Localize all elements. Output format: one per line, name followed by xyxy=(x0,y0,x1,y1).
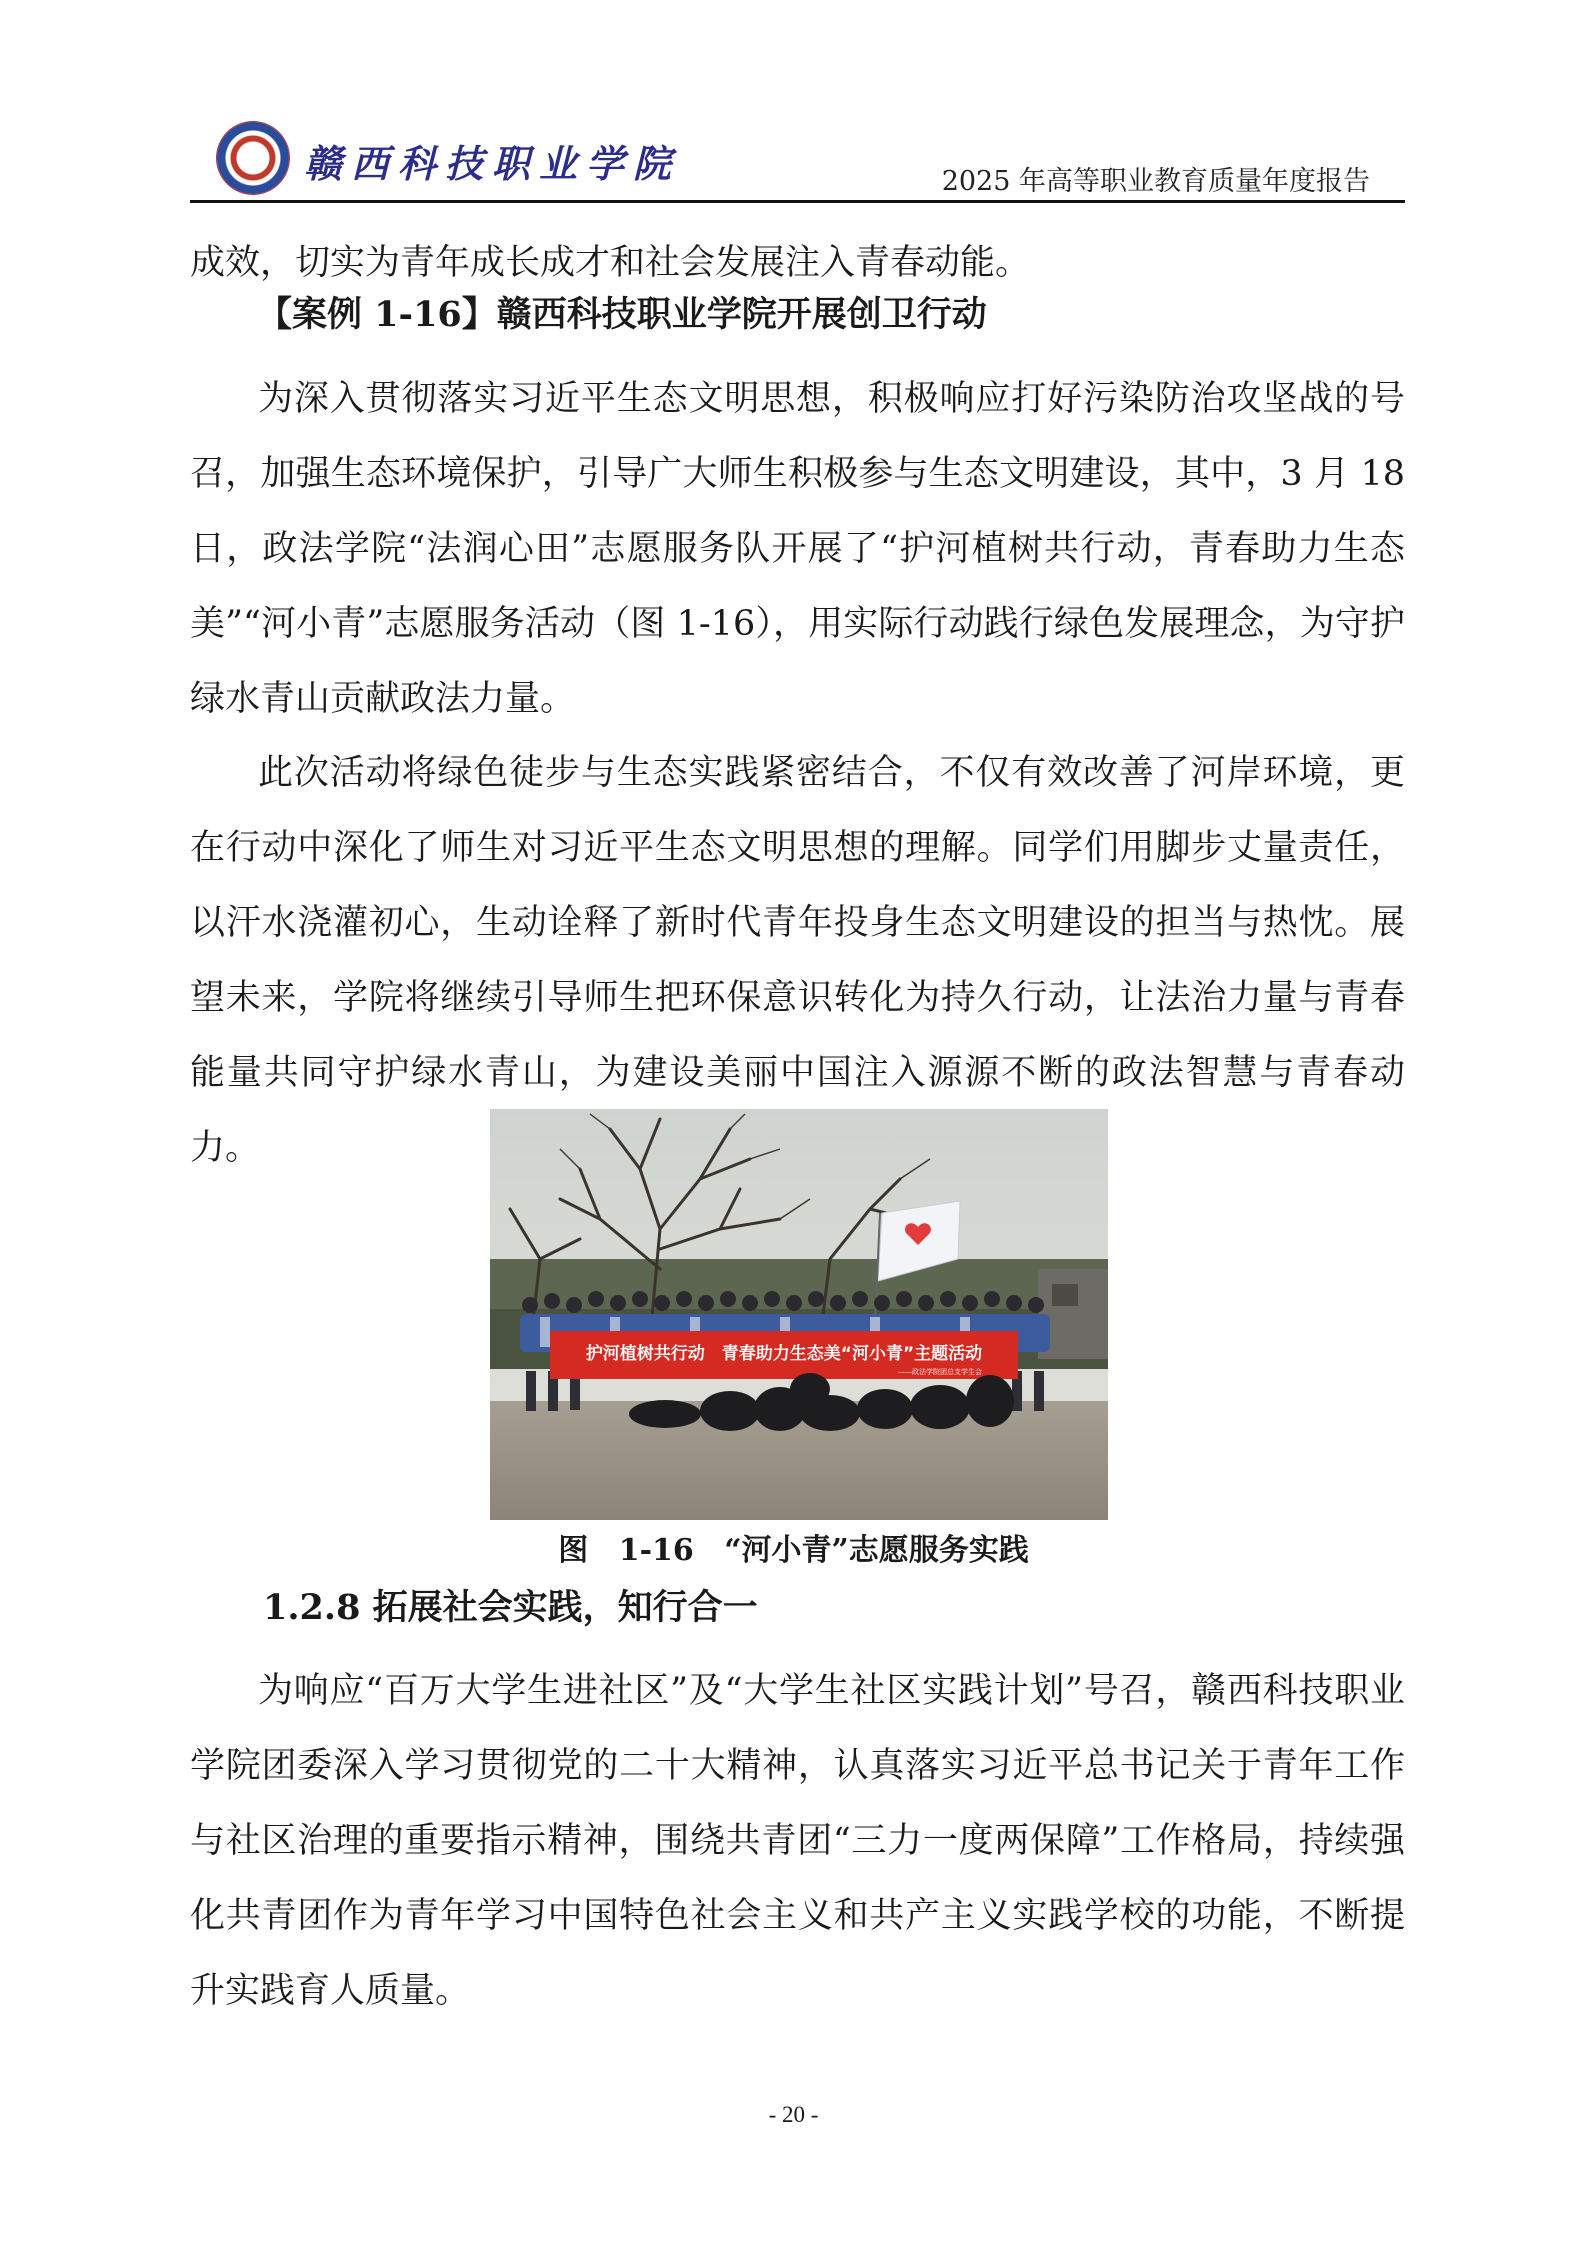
volunteer-group-photo xyxy=(490,1109,1108,1520)
caption-text: “河小青”志愿服务实践 xyxy=(724,1533,1029,1568)
paragraph-social-practice: 为响应“百万大学生进社区”及“大学生社区实践计划”号召，赣西科技职业学院团委深入学习贯彻党的二十大精神，认真落实习近平总书记关于青年工作与社区治理的重要指示精神，围绕共青团“三力一度两保障”工作格局，持续强化共青团作为青年学习中国特色社会主义和共产主义实践学校的功能，不断提升实践育人质量。 xyxy=(190,1671,1405,2011)
banner-subtext: ——政法学院团总支学生会 xyxy=(898,1368,982,1376)
school-logo xyxy=(217,122,289,194)
paragraph-continuation: 成效，切实为青年成长成才和社会发展注入青春动能。 xyxy=(190,243,1031,283)
school-name-logotype: 赣西科技职业学院 xyxy=(304,141,681,186)
paragraph-case-outcome: 此次活动将绿色徒步与生态实践紧密结合，不仅有效改善了河岸环境，更在行动中深化了师生对习近平生态文明思想的理解。同学们用脚步丈量责任，以汗水浇灌初心，生动诠释了新时代青年投身生态文明建设的担当与热忱。展望未来，学院将继续引导师生把环保意识转化为持久行动，让法治力量与青春能量共同守护绿水青山，为建设美丽中国注入源源不断的政法智慧与青春动力。 xyxy=(190,753,1405,1168)
figure-caption xyxy=(0,1525,1587,1569)
caption-number: 1-16 xyxy=(618,1533,694,1568)
section-heading: 1.2.8 拓展社会实践，知行合一 xyxy=(263,1587,758,1628)
report-title: 2025 年高等职业教育质量年度报告 xyxy=(941,166,1370,197)
page-number: - 20 - xyxy=(768,2102,819,2127)
page-header xyxy=(190,115,1405,203)
case-title: 【案例 1-16】赣西科技职业学院开展创卫行动 xyxy=(257,294,987,335)
banner-text: 护河植树共行动 青春助力生态美“河小青”主题活动 xyxy=(585,1344,983,1364)
paragraph-case-intro: 为深入贯彻落实习近平生态文明思想，积极响应打好污染防治攻坚战的号召，加强生态环境保护，引导广大师生积极参与生态文明建设，其中，3 月 18 日，政法学院“法润心田”志愿服务队开展了“护河植树共行动，青春助力生态美”“河小青”志愿服务活动（图 1-16），用实际行动践行绿色发展理念，为守护绿水青山贡献政法力量。 xyxy=(190,379,1405,719)
caption-label: 图 xyxy=(558,1533,589,1568)
photo-illustration xyxy=(490,1109,1108,1520)
header-divider xyxy=(190,200,1405,203)
